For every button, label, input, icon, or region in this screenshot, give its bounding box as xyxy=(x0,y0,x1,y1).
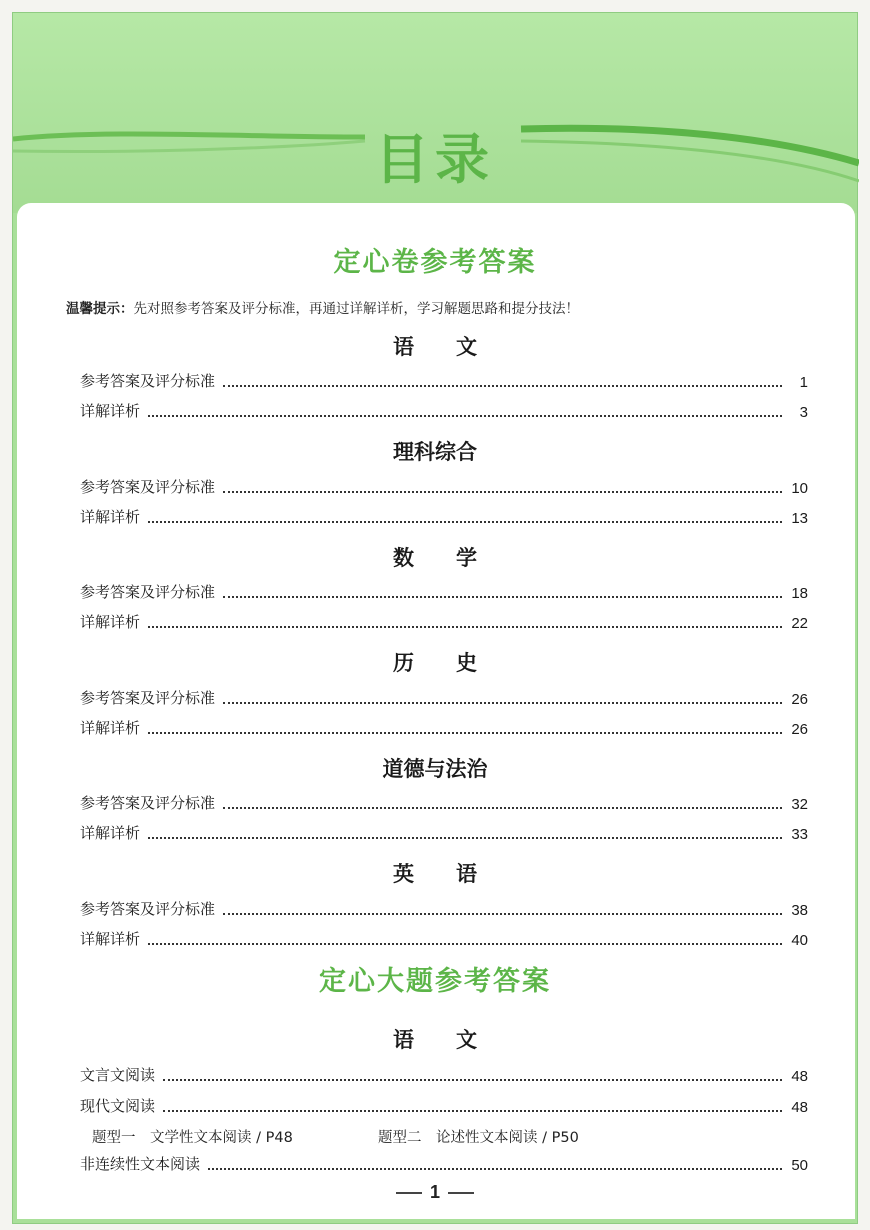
toc-entry[interactable] xyxy=(80,718,808,738)
toc-entry-page: 26 xyxy=(791,721,808,738)
page-footer xyxy=(0,1182,870,1203)
toc-entry-label: 参考答案及评分标准 xyxy=(80,900,216,918)
sub-entry-row xyxy=(92,1126,579,1147)
leader-dots xyxy=(148,626,782,628)
toc-entry[interactable] xyxy=(80,612,808,632)
leader-dots xyxy=(223,807,782,809)
toc-entry-page: 33 xyxy=(791,826,808,843)
toc-entry-page: 18 xyxy=(791,585,808,602)
leader-dots xyxy=(208,1168,782,1170)
toc-entry-page: 38 xyxy=(791,902,808,919)
toc-entry-page: 13 xyxy=(791,510,808,527)
toc-entry[interactable] xyxy=(80,507,808,527)
footer-dash xyxy=(396,1192,422,1194)
sub-entry[interactable]: 题型一 文学性文本阅读 / P48 xyxy=(92,1130,293,1146)
toc-entry[interactable] xyxy=(80,371,808,391)
leader-dots xyxy=(148,943,782,945)
toc-entry-page: 1 xyxy=(799,374,808,391)
toc-entry[interactable] xyxy=(80,899,808,919)
toc-entry-label: 详解详析 xyxy=(80,824,141,842)
toc-entry[interactable] xyxy=(80,929,808,949)
toc-entry-label: 非连续性文本阅读 xyxy=(80,1155,201,1173)
subject-heading: 理科综合 xyxy=(393,440,477,464)
toc-entry-label: 文言文阅读 xyxy=(80,1066,156,1084)
toc-entry-page: 22 xyxy=(791,615,808,632)
subject-heading: 语 文 xyxy=(393,335,477,359)
toc-entry-label: 详解详析 xyxy=(80,402,141,420)
toc-entry-label: 参考答案及评分标准 xyxy=(80,478,216,496)
toc-entry-label: 现代文阅读 xyxy=(80,1097,156,1115)
toc-entry-label: 参考答案及评分标准 xyxy=(80,794,216,812)
toc-entry[interactable] xyxy=(80,1096,808,1116)
toc-entry[interactable] xyxy=(80,1065,808,1085)
leader-dots xyxy=(163,1110,782,1112)
toc-entry[interactable] xyxy=(80,688,808,708)
leader-dots xyxy=(148,415,782,417)
sub-entry[interactable]: 题型二 论述性文本阅读 / P50 xyxy=(378,1130,579,1146)
toc-entry-label: 参考答案及评分标准 xyxy=(80,689,216,707)
leader-dots xyxy=(148,837,782,839)
toc-entry-page: 10 xyxy=(791,480,808,497)
subject-heading: 数 学 xyxy=(393,546,477,570)
section-title: 定心大题参考答案 xyxy=(319,966,551,997)
page-number: 1 xyxy=(429,1182,440,1202)
header-band xyxy=(13,13,857,213)
toc-entry[interactable] xyxy=(80,793,808,813)
toc-entry-page: 32 xyxy=(791,796,808,813)
tip-label: 温馨提示： xyxy=(66,301,134,317)
subject-heading: 道德与法治 xyxy=(382,757,488,781)
toc-entry-page: 40 xyxy=(791,932,808,949)
toc-entry[interactable] xyxy=(80,477,808,497)
toc-entry-label: 详解详析 xyxy=(80,930,141,948)
toc-entry-label: 详解详析 xyxy=(80,719,141,737)
toc-entry-page: 48 xyxy=(791,1068,808,1085)
page-title: 目录 xyxy=(375,128,495,191)
tip-body: 先对照参考答案及评分标准，再通过详解详析，学习解题思路和提分技法！ xyxy=(133,301,579,317)
toc-entry[interactable] xyxy=(80,401,808,421)
leader-dots xyxy=(223,596,782,598)
footer-dash xyxy=(448,1192,474,1194)
toc-entry-page: 3 xyxy=(799,404,808,421)
toc-entry[interactable] xyxy=(80,823,808,843)
toc-entry-label: 详解详析 xyxy=(80,508,141,526)
leader-dots xyxy=(223,702,782,704)
toc-entry-label: 参考答案及评分标准 xyxy=(80,583,216,601)
leader-dots xyxy=(223,385,782,387)
toc-entry[interactable] xyxy=(80,1154,808,1174)
toc-entry-label: 参考答案及评分标准 xyxy=(80,372,216,390)
subject-heading: 历 史 xyxy=(393,651,477,675)
toc-entry[interactable] xyxy=(80,582,808,602)
subject-heading: 英 语 xyxy=(393,862,477,886)
toc-entry-page: 50 xyxy=(791,1157,808,1174)
leader-dots xyxy=(148,521,782,523)
section-title: 定心卷参考答案 xyxy=(333,247,537,278)
leader-dots xyxy=(163,1079,782,1081)
toc-entry-page: 48 xyxy=(791,1099,808,1116)
toc-entry-label: 详解详析 xyxy=(80,613,141,631)
leader-dots xyxy=(148,732,782,734)
subject-heading: 语 文 xyxy=(393,1028,477,1052)
leader-dots xyxy=(223,491,782,493)
tip-text xyxy=(66,297,579,317)
toc-entry-page: 26 xyxy=(791,691,808,708)
leader-dots xyxy=(223,913,782,915)
